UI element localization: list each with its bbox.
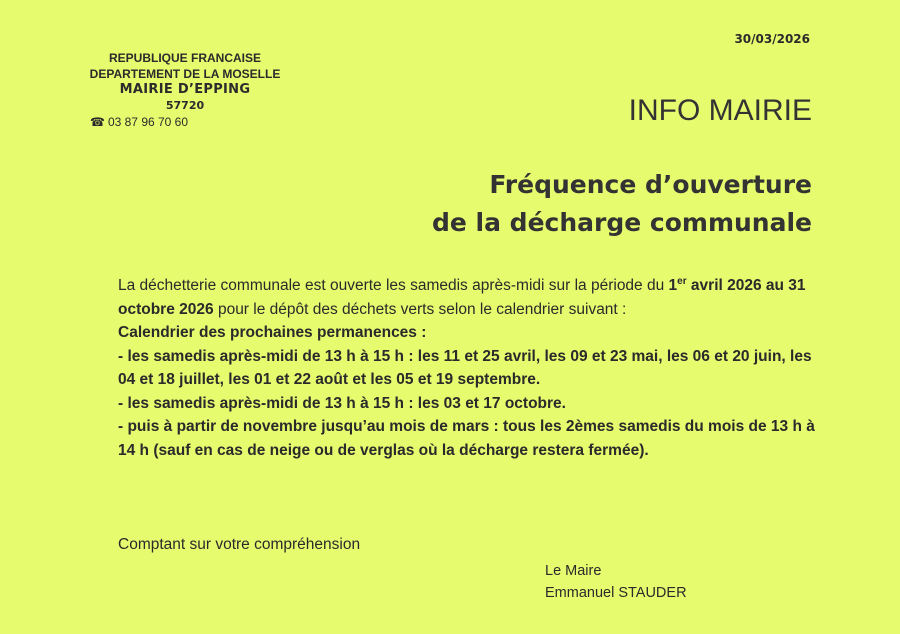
- phone-number: 03 87 96 70 60: [107, 115, 189, 129]
- calendar-heading: Calendrier des prochaines permanences :: [118, 324, 427, 341]
- intro-start: La déchetterie communale est ouverte les samedis après-midi sur la période du: [118, 277, 665, 294]
- signature-block: [545, 560, 687, 604]
- closing-text: Comptant sur votre compréhension: [118, 536, 361, 553]
- postal-code: 57720: [165, 99, 205, 112]
- republique-label: REPUBLIQUE FRANCAISE: [108, 51, 261, 65]
- subtitle-line-2: de la décharge communale: [431, 208, 812, 237]
- letterhead: [70, 50, 300, 130]
- schedule-line-1: - les samedis après-midi de 13 h à 15 h : les 11 et 25 avril, les 09 et 23 mai, les 06 et 20 juin, les 04 et 18 juillet, les 01 et 22 août et les 05 et 19 septembre.: [118, 347, 812, 388]
- schedule-line-3: - puis à partir de novembre jusqu’au mois de mars : tous les 2èmes samedis du mois de 13 h à 14 h (sauf en cas de neige ou de verglas où la décharge restera fermée).: [118, 418, 815, 459]
- notice-body: [118, 274, 818, 462]
- departement-label: DEPARTEMENT DE LA MOSELLE: [89, 67, 281, 81]
- subtitle: [300, 166, 812, 242]
- phone-line: [90, 114, 300, 130]
- document-date: 30/03/2026: [734, 32, 810, 46]
- mairie-name: MAIRIE D’EPPING: [119, 82, 251, 97]
- page-title: INFO MAIRIE: [628, 94, 812, 127]
- period-sup: er: [677, 275, 687, 287]
- period-rest: avril 2026 au 31 octobre 2026: [118, 277, 806, 318]
- intro-end: pour le dépôt des déchets verts selon le calendrier suivant :: [213, 300, 627, 318]
- signature-role: Le Maire: [545, 563, 602, 579]
- intro-paragraph: [118, 274, 818, 321]
- signature-name: Emmanuel STAUDER: [545, 585, 687, 601]
- telephone-icon: ☎: [90, 115, 105, 129]
- subtitle-line-1: Fréquence d’ouverture: [489, 170, 812, 199]
- schedule-line-2: - les samedis après-midi de 13 h à 15 h : les 03 et 17 octobre.: [118, 394, 566, 412]
- period-day: 1: [668, 277, 678, 294]
